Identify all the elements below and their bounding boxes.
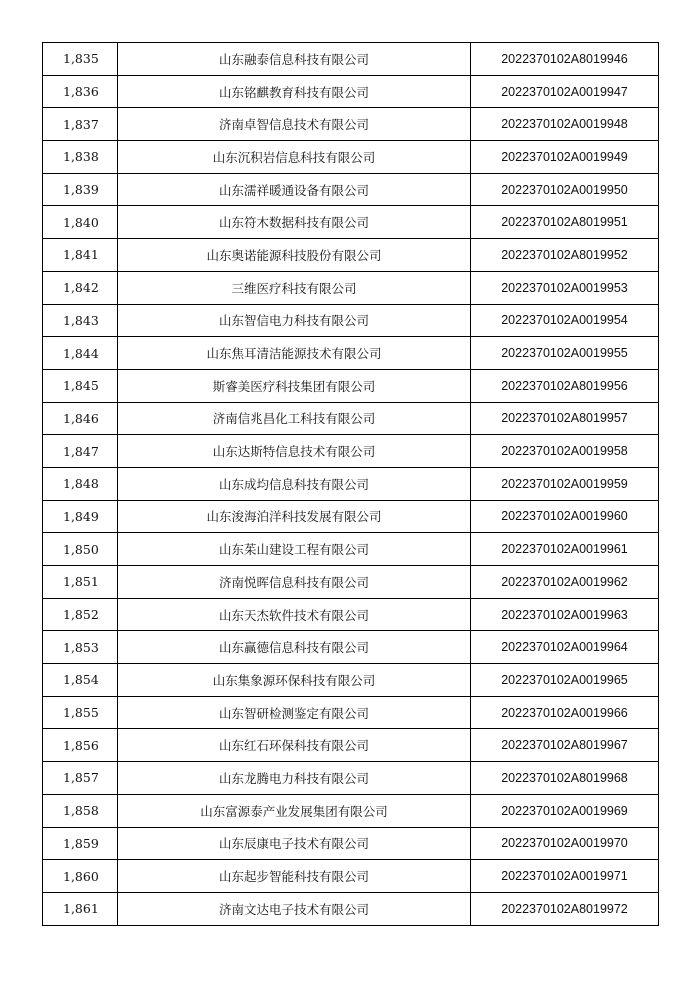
registration-code-cell: 2022370102A0019970 bbox=[471, 827, 659, 860]
row-index-cell: 1,836 bbox=[43, 75, 118, 108]
row-index-cell: 1,857 bbox=[43, 762, 118, 795]
row-index-cell: 1,844 bbox=[43, 337, 118, 370]
company-name-cell: 山东达斯特信息技术有限公司 bbox=[118, 435, 471, 468]
registration-code-cell: 2022370102A0019950 bbox=[471, 173, 659, 206]
table-row bbox=[43, 173, 659, 206]
row-index-cell: 1,843 bbox=[43, 304, 118, 337]
registration-code-cell: 2022370102A0019971 bbox=[471, 860, 659, 893]
table-row bbox=[43, 664, 659, 697]
company-name-cell: 斯睿美医疗科技集团有限公司 bbox=[118, 369, 471, 402]
company-name-cell: 济南文达电子技术有限公司 bbox=[118, 892, 471, 925]
row-index-cell: 1,855 bbox=[43, 696, 118, 729]
company-name-cell: 山东智研检测鉴定有限公司 bbox=[118, 696, 471, 729]
table-row bbox=[43, 566, 659, 599]
table-row bbox=[43, 108, 659, 141]
registration-code-cell: 2022370102A0019964 bbox=[471, 631, 659, 664]
registration-code-cell: 2022370102A8019952 bbox=[471, 239, 659, 272]
registration-code-cell: 2022370102A0019969 bbox=[471, 794, 659, 827]
registration-code-cell: 2022370102A8019972 bbox=[471, 892, 659, 925]
row-index-cell: 1,852 bbox=[43, 598, 118, 631]
company-name-cell: 山东天杰软件技术有限公司 bbox=[118, 598, 471, 631]
row-index-cell: 1,851 bbox=[43, 566, 118, 599]
company-name-cell: 山东融泰信息科技有限公司 bbox=[118, 43, 471, 76]
row-index-cell: 1,837 bbox=[43, 108, 118, 141]
table-body bbox=[43, 43, 659, 926]
row-index-cell: 1,847 bbox=[43, 435, 118, 468]
registration-code-cell: 2022370102A8019951 bbox=[471, 206, 659, 239]
row-index-cell: 1,840 bbox=[43, 206, 118, 239]
row-index-cell: 1,841 bbox=[43, 239, 118, 272]
registration-code-cell: 2022370102A0019958 bbox=[471, 435, 659, 468]
table-row bbox=[43, 827, 659, 860]
table-row bbox=[43, 892, 659, 925]
table-row bbox=[43, 729, 659, 762]
registration-code-cell: 2022370102A8019957 bbox=[471, 402, 659, 435]
table-row bbox=[43, 337, 659, 370]
row-index-cell: 1,860 bbox=[43, 860, 118, 893]
company-name-cell: 济南卓智信息技术有限公司 bbox=[118, 108, 471, 141]
row-index-cell: 1,850 bbox=[43, 533, 118, 566]
registration-code-cell: 2022370102A0019963 bbox=[471, 598, 659, 631]
registration-code-cell: 2022370102A0019961 bbox=[471, 533, 659, 566]
row-index-cell: 1,846 bbox=[43, 402, 118, 435]
company-name-cell: 山东符木数据科技有限公司 bbox=[118, 206, 471, 239]
registration-code-cell: 2022370102A0019948 bbox=[471, 108, 659, 141]
table-row bbox=[43, 206, 659, 239]
company-name-cell: 山东茱山建设工程有限公司 bbox=[118, 533, 471, 566]
registration-code-cell: 2022370102A0019949 bbox=[471, 141, 659, 174]
registration-code-cell: 2022370102A8019968 bbox=[471, 762, 659, 795]
table-row bbox=[43, 402, 659, 435]
company-name-cell: 山东辰康电子技术有限公司 bbox=[118, 827, 471, 860]
table-row bbox=[43, 696, 659, 729]
registration-code-cell: 2022370102A0019966 bbox=[471, 696, 659, 729]
registration-code-cell: 2022370102A0019947 bbox=[471, 75, 659, 108]
table-row bbox=[43, 794, 659, 827]
company-name-cell: 山东赢德信息科技有限公司 bbox=[118, 631, 471, 664]
table-row bbox=[43, 762, 659, 795]
row-index-cell: 1,856 bbox=[43, 729, 118, 762]
registration-code-cell: 2022370102A0019953 bbox=[471, 271, 659, 304]
table-row bbox=[43, 467, 659, 500]
company-name-cell: 山东红石环保科技有限公司 bbox=[118, 729, 471, 762]
registration-code-cell: 2022370102A0019955 bbox=[471, 337, 659, 370]
company-name-cell: 山东智信电力科技有限公司 bbox=[118, 304, 471, 337]
table-row bbox=[43, 631, 659, 664]
row-index-cell: 1,849 bbox=[43, 500, 118, 533]
row-index-cell: 1,853 bbox=[43, 631, 118, 664]
company-name-cell: 山东集象源环保科技有限公司 bbox=[118, 664, 471, 697]
row-index-cell: 1,861 bbox=[43, 892, 118, 925]
registration-code-cell: 2022370102A0019962 bbox=[471, 566, 659, 599]
row-index-cell: 1,848 bbox=[43, 467, 118, 500]
company-name-cell: 山东富源泰产业发展集团有限公司 bbox=[118, 794, 471, 827]
registration-code-cell: 2022370102A8019967 bbox=[471, 729, 659, 762]
company-name-cell: 济南信兆昌化工科技有限公司 bbox=[118, 402, 471, 435]
table-row bbox=[43, 533, 659, 566]
table-row bbox=[43, 75, 659, 108]
table-row bbox=[43, 369, 659, 402]
table-row bbox=[43, 860, 659, 893]
registration-code-cell: 2022370102A0019954 bbox=[471, 304, 659, 337]
row-index-cell: 1,838 bbox=[43, 141, 118, 174]
company-name-cell: 山东沉积岩信息科技有限公司 bbox=[118, 141, 471, 174]
row-index-cell: 1,858 bbox=[43, 794, 118, 827]
row-index-cell: 1,859 bbox=[43, 827, 118, 860]
company-name-cell: 山东起步智能科技有限公司 bbox=[118, 860, 471, 893]
company-name-cell: 山东焦耳清洁能源技术有限公司 bbox=[118, 337, 471, 370]
company-name-cell: 山东浚海泊洋科技发展有限公司 bbox=[118, 500, 471, 533]
registration-code-cell: 2022370102A0019959 bbox=[471, 467, 659, 500]
company-name-cell: 济南悦晖信息科技有限公司 bbox=[118, 566, 471, 599]
table-row bbox=[43, 141, 659, 174]
row-index-cell: 1,839 bbox=[43, 173, 118, 206]
table-row bbox=[43, 598, 659, 631]
company-name-cell: 山东濡祥暖通设备有限公司 bbox=[118, 173, 471, 206]
company-name-cell: 山东奥诺能源科技股份有限公司 bbox=[118, 239, 471, 272]
registration-code-cell: 2022370102A8019946 bbox=[471, 43, 659, 76]
registration-code-cell: 2022370102A8019956 bbox=[471, 369, 659, 402]
company-name-cell: 三维医疗科技有限公司 bbox=[118, 271, 471, 304]
table-row bbox=[43, 43, 659, 76]
row-index-cell: 1,854 bbox=[43, 664, 118, 697]
company-name-cell: 山东成均信息科技有限公司 bbox=[118, 467, 471, 500]
row-index-cell: 1,842 bbox=[43, 271, 118, 304]
table-row bbox=[43, 239, 659, 272]
company-registry-table bbox=[42, 42, 659, 926]
table-row bbox=[43, 500, 659, 533]
registration-code-cell: 2022370102A0019965 bbox=[471, 664, 659, 697]
company-name-cell: 山东龙腾电力科技有限公司 bbox=[118, 762, 471, 795]
table-row bbox=[43, 304, 659, 337]
row-index-cell: 1,835 bbox=[43, 43, 118, 76]
table-row bbox=[43, 271, 659, 304]
row-index-cell: 1,845 bbox=[43, 369, 118, 402]
table-row bbox=[43, 435, 659, 468]
registration-code-cell: 2022370102A0019960 bbox=[471, 500, 659, 533]
company-name-cell: 山东铭麒教育科技有限公司 bbox=[118, 75, 471, 108]
